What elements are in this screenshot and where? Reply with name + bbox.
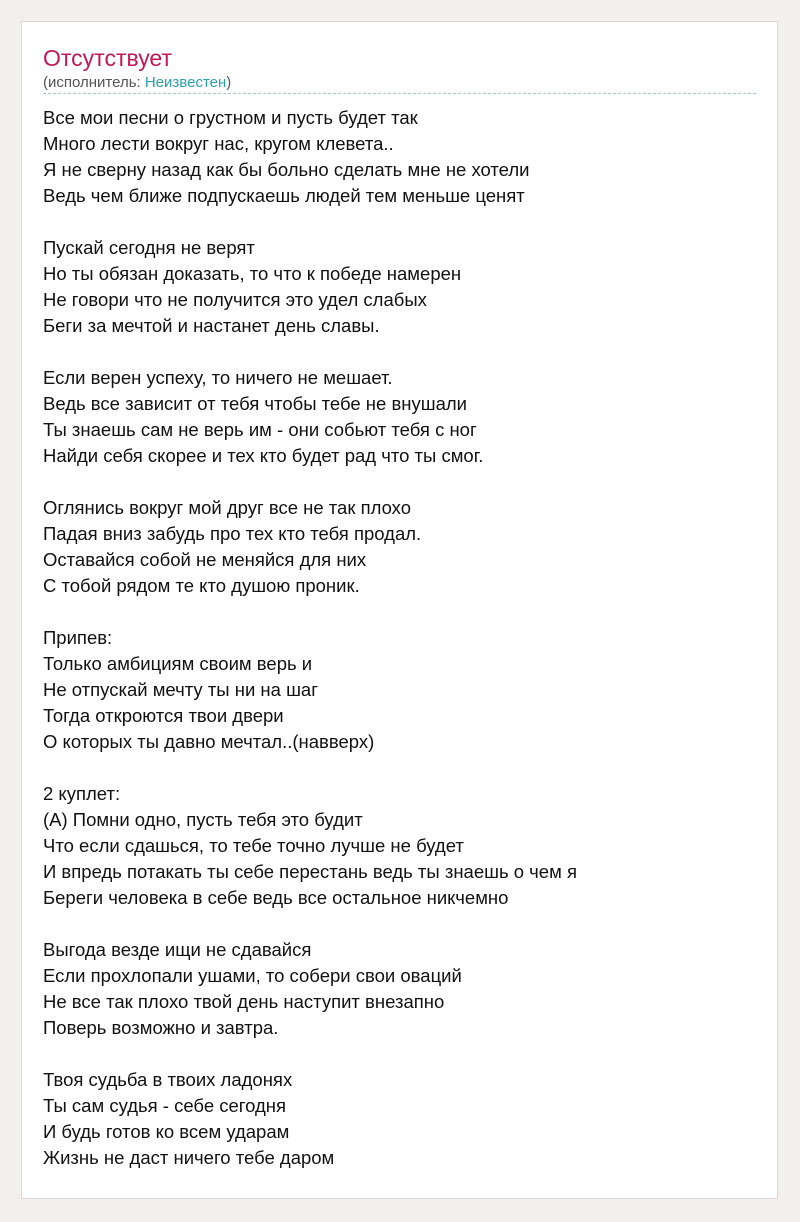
lyrics-line: И будь готов ко всем ударам bbox=[43, 1121, 290, 1142]
lyrics-line: Только амбициям своим верь и bbox=[43, 653, 313, 674]
artist-suffix: ) bbox=[226, 74, 232, 91]
artist-prefix: (исполнитель: bbox=[43, 74, 145, 91]
lyrics-line: Все мои песни о грустном и пусть будет так bbox=[43, 107, 418, 128]
lyrics-line: Я не сверну назад как бы больно сделать мне не хотели bbox=[43, 159, 530, 180]
lyrics-stanza bbox=[43, 495, 767, 599]
lyrics-line: Оглянись вокруг мой друг все не так плохо bbox=[43, 497, 412, 518]
lyrics-line: Жизнь не даст ничего тебе даром bbox=[43, 1147, 335, 1168]
lyrics-line: Что если сдашься, то тебе точно лучше не будет bbox=[43, 835, 464, 856]
lyrics-body bbox=[43, 105, 767, 1197]
lyrics-stanza bbox=[43, 937, 767, 1041]
lyrics-line: (А) Помни одно, пусть тебя это будит bbox=[43, 809, 363, 830]
artist-link[interactable]: Неизвестен bbox=[144, 74, 227, 91]
lyrics-line: Не говори что не получится это удел слабых bbox=[43, 289, 427, 310]
lyrics-stanza bbox=[43, 1067, 767, 1171]
lyrics-line: Поверь возможно и завтра. bbox=[43, 1017, 279, 1038]
lyrics-card bbox=[21, 21, 778, 1199]
artist-line bbox=[43, 73, 231, 93]
lyrics-line: 2 куплет: bbox=[43, 783, 121, 804]
lyrics-line: Ты знаешь сам не верь им - они собьют тебя с ног bbox=[43, 419, 477, 440]
lyrics-line: Если верен успеху, то ничего не мешает. bbox=[43, 367, 393, 388]
lyrics-line: Беги за мечтой и настанет день славы. bbox=[43, 315, 380, 336]
lyrics-stanza bbox=[43, 105, 767, 209]
lyrics-line: Оставайся собой не меняйся для них bbox=[43, 549, 367, 570]
lyrics-stanza bbox=[43, 625, 767, 755]
lyrics-stanza bbox=[43, 365, 767, 469]
lyrics-line: С тобой рядом те кто душою проник. bbox=[43, 575, 360, 596]
lyrics-line: Найди себя скорее и тех кто будет рад что ты смог. bbox=[43, 445, 484, 466]
lyrics-line: Береги человека в себе ведь все остальное никчемно bbox=[43, 887, 509, 908]
lyrics-line: Много лести вокруг нас, кругом клевета.. bbox=[43, 133, 394, 154]
lyrics-line: О которых ты давно мечтал..(навверх) bbox=[43, 731, 375, 752]
lyrics-line: Ведь чем ближе подпускаешь людей тем меньше ценят bbox=[43, 185, 525, 206]
song-title: Отсутствует bbox=[43, 45, 172, 71]
title-divider bbox=[43, 93, 756, 94]
lyrics-line: Пускай сегодня не верят bbox=[43, 237, 255, 258]
lyrics-line: Твоя судьба в твоих ладонях bbox=[43, 1069, 293, 1090]
lyrics-line: Припев: bbox=[43, 627, 113, 648]
lyrics-line: Но ты обязан доказать, то что к победе намерен bbox=[43, 263, 462, 284]
lyrics-line: Выгода везде ищи не сдавайся bbox=[43, 939, 312, 960]
lyrics-stanza bbox=[43, 781, 767, 911]
lyrics-line: И впредь потакать ты себе перестань ведь ты знаешь о чем я bbox=[43, 861, 577, 882]
lyrics-line: Если прохлопали ушами, то собери свои оваций bbox=[43, 965, 462, 986]
lyrics-line: Ведь все зависит от тебя чтобы тебе не внушали bbox=[43, 393, 468, 414]
lyrics-line: Ты сам судья - себе сегодня bbox=[43, 1095, 287, 1116]
lyrics-stanza bbox=[43, 235, 767, 339]
lyrics-line: Не все так плохо твой день наступит внезапно bbox=[43, 991, 445, 1012]
lyrics-line: Падая вниз забудь про тех кто тебя продал. bbox=[43, 523, 422, 544]
lyrics-line: Тогда откроются твои двери bbox=[43, 705, 284, 726]
lyrics-line: Не отпускай мечту ты ни на шаг bbox=[43, 679, 318, 700]
